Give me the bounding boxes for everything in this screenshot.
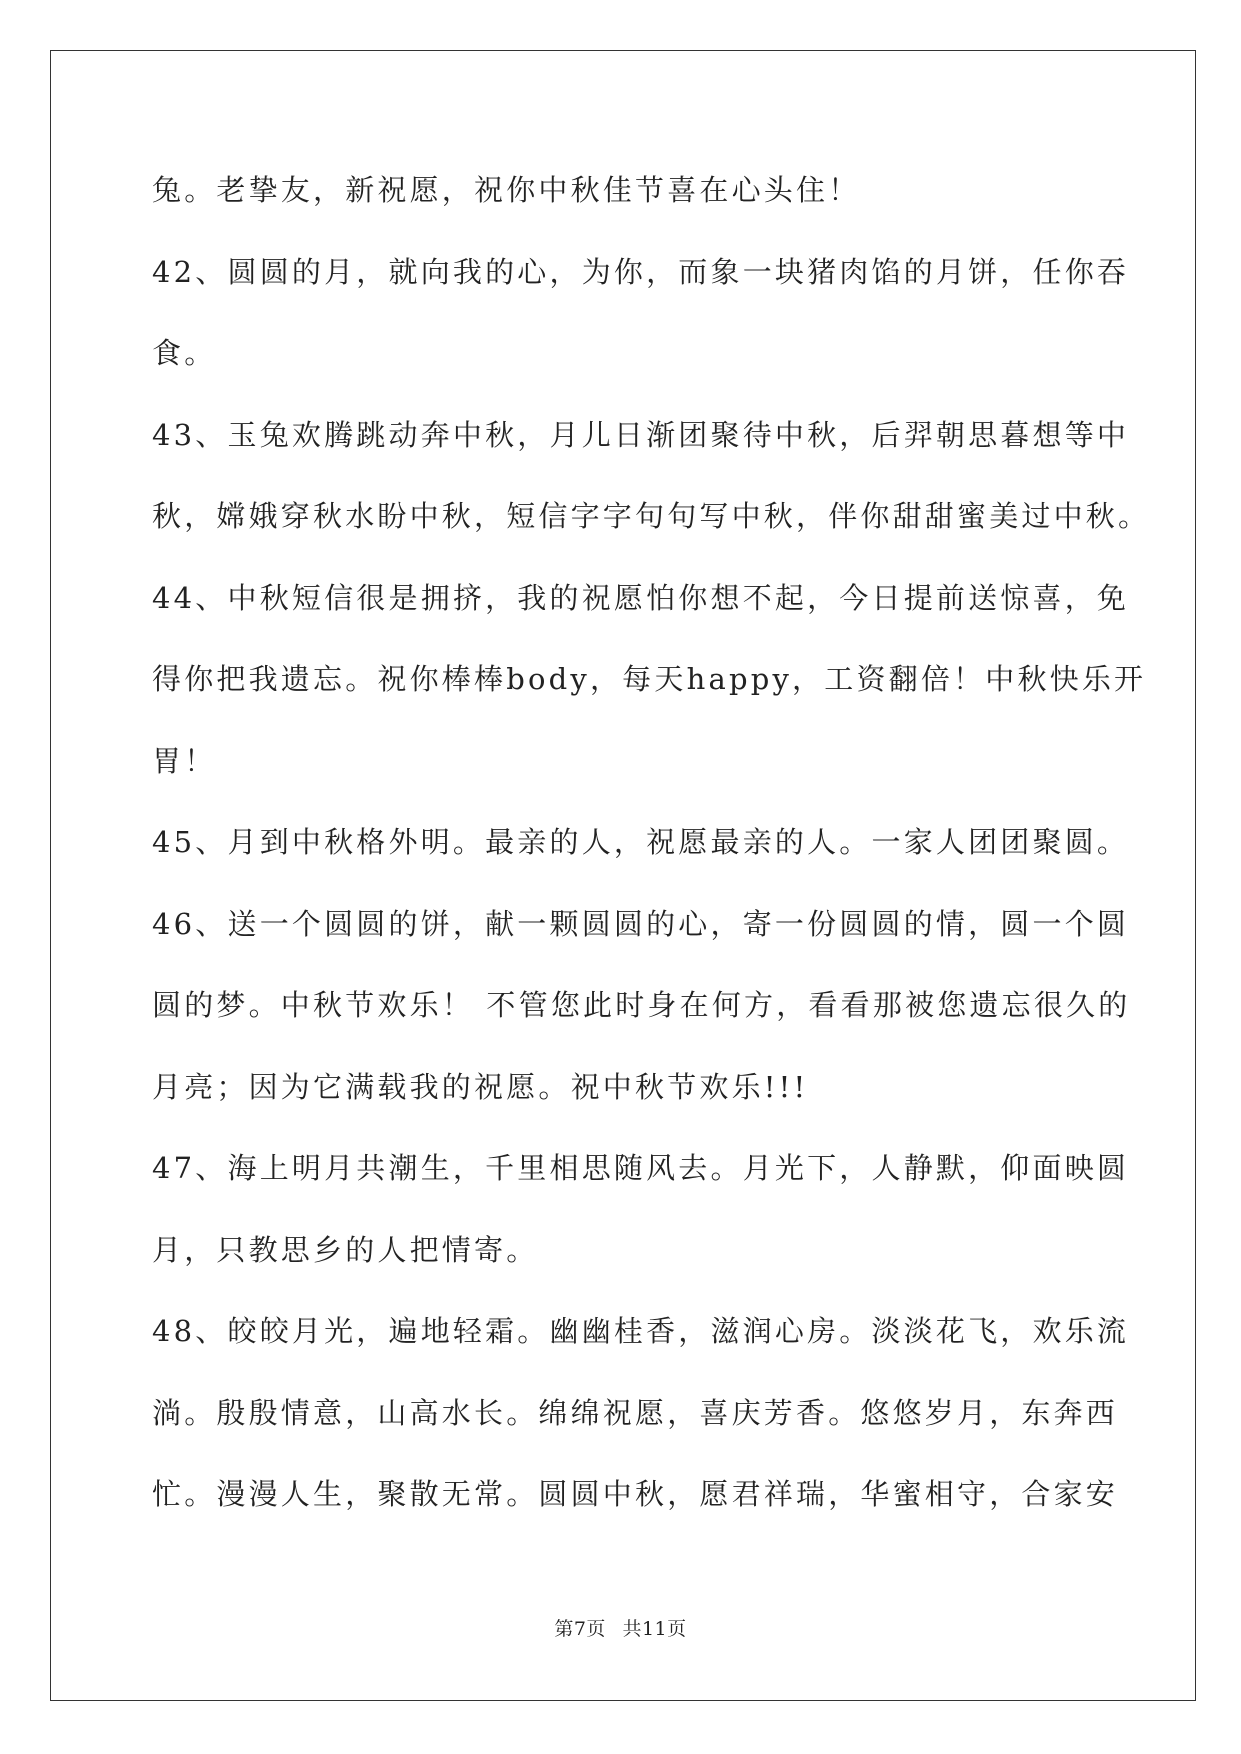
text-line: 淌。殷殷情意，山高水长。绵绵祝愿，喜庆芳香。悠悠岁月，东奔西 — [152, 1395, 1119, 1430]
text-line: 秋，嫦娥穿秋水盼中秋，短信字字句句写中秋，伴你甜甜蜜美过中秋。 — [152, 499, 1151, 533]
text-line: 45、月到中秋格外明。最亲的人，祝愿最亲的人。一家人团团聚圆。 — [152, 825, 1130, 859]
text-line: 48、皎皎月光，遍地轻霜。幽幽桂香，滋润心房。淡淡花飞，欢乐流 — [152, 1314, 1130, 1348]
text-line: 42、圆圆的月，就向我的心，为你，而象一块猪肉馅的月饼，任你吞 — [152, 254, 1130, 289]
text-line: 46、送一个圆圆的饼，献一颗圆圆的心，寄一份圆圆的情，圆一个圆 — [152, 906, 1130, 941]
text-line: 47、海上明月共潮生，千里相思随风去。月光下，人静默，仰面映圆 — [152, 1151, 1130, 1185]
text-line: 月，只教思乡的人把情寄。 — [152, 1232, 539, 1267]
text-line: 44、中秋短信很是拥挤，我的祝愿怕你想不起，今日提前送惊喜，免 — [152, 580, 1130, 615]
text-line: 兔。老挚友，新祝愿，祝你中秋佳节喜在心头住！ — [152, 173, 861, 207]
text-line: 月亮；因为它满载我的祝愿。祝中秋节欢乐!!! — [152, 1069, 809, 1104]
page-number: 第7页 — [554, 1618, 606, 1640]
text-line: 食。 — [152, 336, 217, 370]
text-line: 忙。漫漫人生，聚散无常。圆圆中秋，愿君祥瑞，华蜜相守，合家安 — [152, 1477, 1119, 1511]
page-footer — [0, 1614, 1241, 1641]
text-line: 胃！ — [152, 743, 217, 778]
text-line: 43、玉兔欢腾跳动奔中秋，月儿日渐团聚待中秋，后羿朝思暮想等中 — [152, 417, 1130, 452]
text-line: 圆的梦。中秋节欢乐！ 不管您此时身在何方，看看那被您遗忘很久的 — [152, 988, 1131, 1022]
document-body — [152, 158, 1151, 1544]
page-total: 共11页 — [622, 1618, 687, 1640]
text-line: 得你把我遗忘。祝你棒棒body，每天happy，工资翻倍！中秋快乐开 — [152, 662, 1147, 696]
